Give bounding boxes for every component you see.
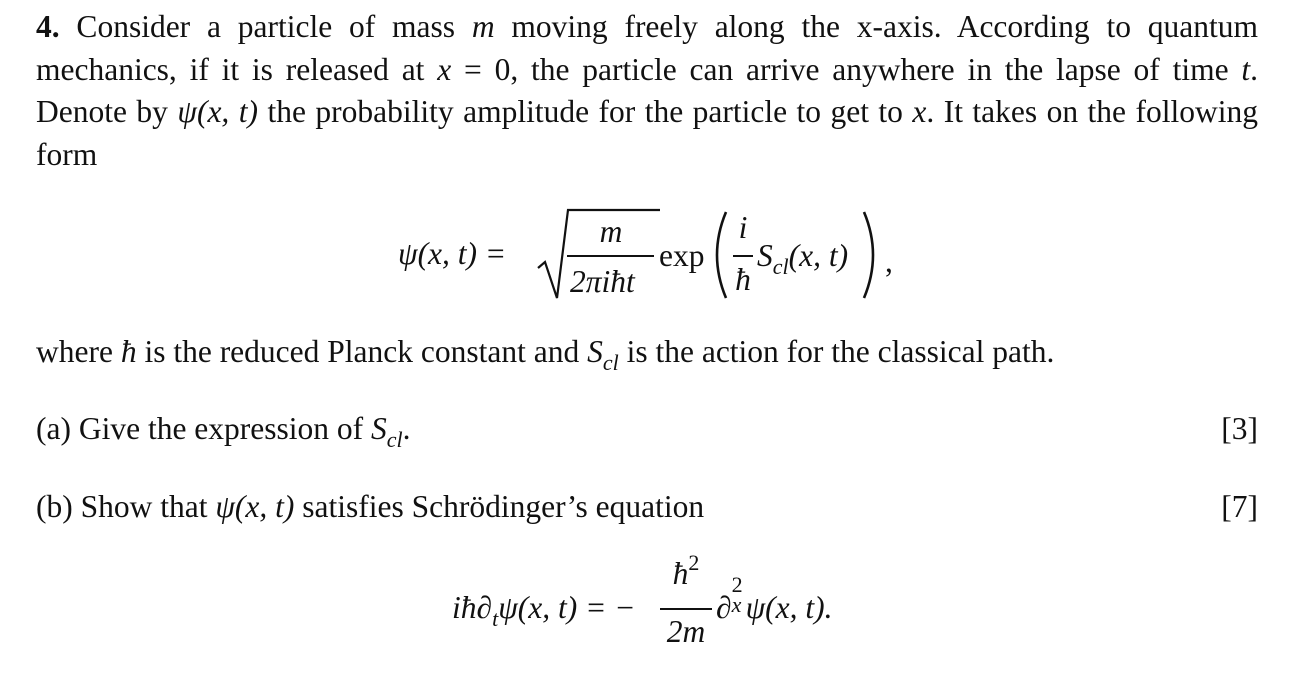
question-intro: 4. Consider a particle of mass m moving freely along the x-axis. According to quantum mechanics, if it is released at x = 0, the particle can arrive anywhere in the lapse of time t. Denote by ψ(x, t) the probability amplitude for the particle to get to x. It takes on the following form bbox=[36, 9, 1258, 172]
inner-fraction-numerator: i bbox=[738, 210, 748, 245]
equation2-rhs: ∂ 2 x ψ(x, t). bbox=[716, 572, 833, 625]
part-b: (b) Show that ψ(x, t) satisfies Schrödinger’s equation bbox=[36, 489, 705, 524]
exp-function: exp bbox=[659, 238, 705, 273]
two-m: 2m bbox=[666, 614, 706, 649]
symbol-psi: ψ(x, t) bbox=[177, 94, 258, 129]
equation2-fraction-bar bbox=[660, 608, 712, 610]
part-a-marks: [3] bbox=[1221, 411, 1258, 446]
inner-fraction-denominator: ħ bbox=[735, 262, 751, 297]
hbar-squared: $ħ^2$ bbox=[672, 550, 700, 591]
part-a: (a) Give the expression of $S_{cl}$. bbox=[36, 411, 411, 452]
fraction-denominator: 2πiħt bbox=[570, 264, 635, 299]
where-line: where ħ is the reduced Planck constant and $S_{cl}$ is the action for the classical path. bbox=[36, 334, 1055, 375]
equation2-lhs: $iħ\partial_t\psi(x$, t) = − bbox=[452, 590, 636, 631]
question-number: 4. bbox=[36, 9, 60, 44]
fraction-numerator: m bbox=[599, 214, 623, 249]
equation1-lhs: ψ(x, t) = bbox=[398, 236, 507, 271]
symbol-t: t bbox=[1241, 51, 1251, 87]
part-b-marks: [7] bbox=[1221, 489, 1258, 524]
symbol-m: m bbox=[471, 9, 495, 44]
symbol-x: x bbox=[437, 51, 452, 87]
symbol-x: x bbox=[912, 94, 927, 129]
equation1-comma: , bbox=[885, 244, 893, 279]
classical-action-term: $S_{cl}(x$, t) bbox=[757, 238, 849, 279]
